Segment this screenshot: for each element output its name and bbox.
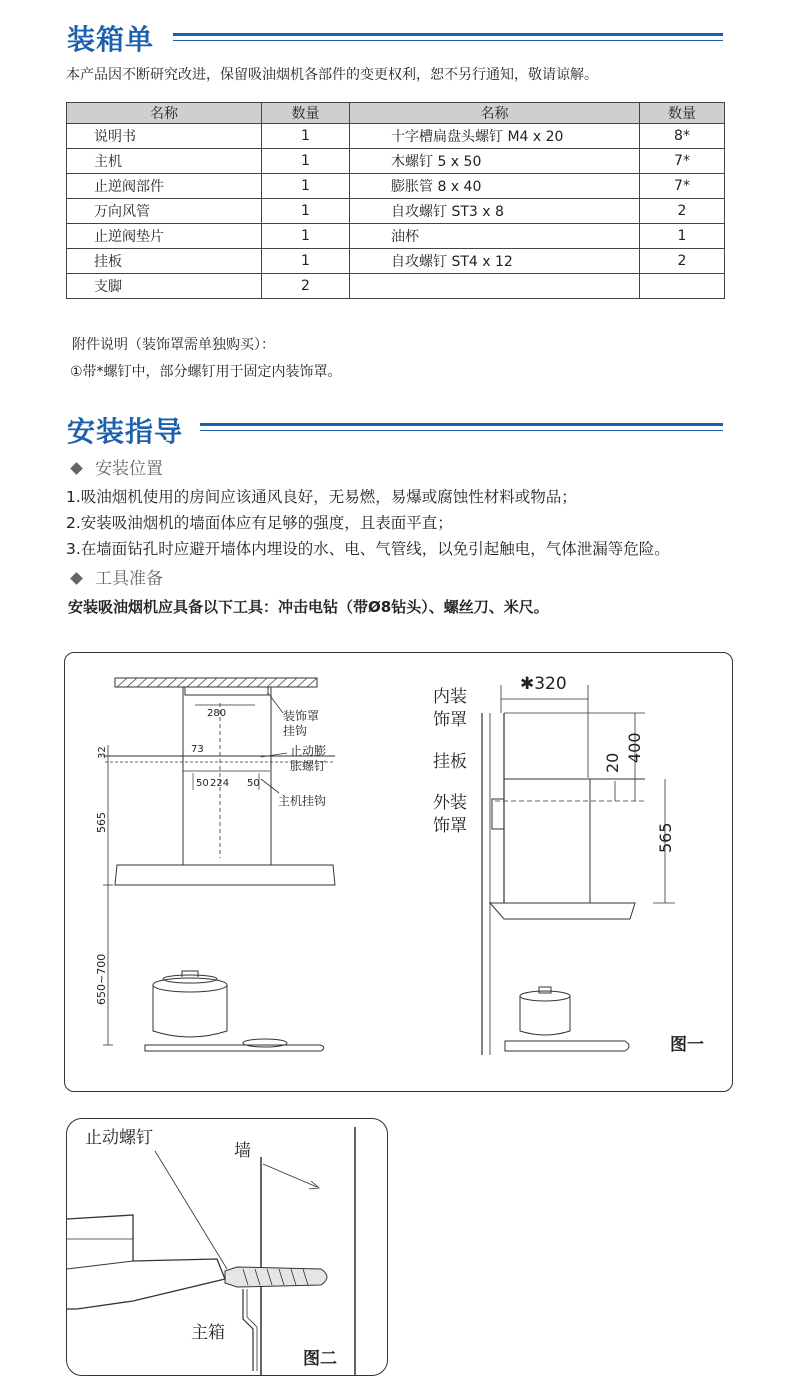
dim-565-side: 565 [656,822,675,853]
item-name: 万向风管 [67,199,262,224]
packing-notice: 本产品因不断研究改进，保留吸油烟机各部件的变更权利，恕不另行通知，敬请谅解。 [66,67,598,83]
table-row [67,249,725,274]
figure-2-drawing [67,1119,387,1375]
label-stop-screw-2: 胀螺钉 [290,759,327,773]
label-hook-2: 挂钩 [283,724,308,738]
dim-565-front: 565 [95,812,108,833]
item-qty-2: 1 [640,224,725,249]
table-row [67,124,725,149]
item-name-2: 自攻螺钉 ST4 x 12 [350,249,640,274]
hood-body [115,865,335,885]
header-name-1: 名称 [67,103,262,124]
accessory-note-line: ①带*螺钉中，部分螺钉用于固定内装饰罩。 [70,364,342,380]
item-name: 主机 [67,149,262,174]
item-name: 挂板 [67,249,262,274]
install-title-rule [200,423,723,431]
label-main-box: 主箱 [191,1323,225,1343]
item-name-2: 膨胀管 8 x 40 [350,174,640,199]
pot-icon [153,971,227,1037]
table-row [67,199,725,224]
dim-280: 280 [207,708,227,719]
item-qty: 1 [262,249,350,274]
item-qty-2 [640,274,725,299]
header-qty-1: 数量 [262,103,350,124]
figure-1-drawing [65,653,732,1091]
position-line-1: 1.吸油烟机使用的房间应该通风良好，无易燃，易爆或腐蚀性材料或物品； [66,488,577,506]
item-name-2: 十字槽扁盘头螺钉 M4 x 20 [350,124,640,149]
side-hood [490,903,635,919]
figure-1-caption: 图一 [670,1035,704,1055]
item-name-2: 自攻螺钉 ST3 x 8 [350,199,640,224]
item-qty: 1 [262,174,350,199]
item-name-2: 木螺钉 5 x 50 [350,149,640,174]
dim-320: ✱320 [520,674,567,694]
diamond-bullet-icon [70,572,83,585]
dim-20: 20 [603,752,622,773]
dim-224: 224 [210,778,230,789]
dim-50a: 50 [196,778,209,789]
tools-subtitle-text: 工具准备 [95,569,163,589]
figure-1-panel [64,652,733,1092]
main-box-edge [243,1289,253,1371]
item-qty-2: 8* [640,124,725,149]
packing-table [66,102,725,299]
label-outer-cover-2: 饰罩 [433,816,467,836]
stove-icon [145,1045,324,1051]
packing-title: 装箱单 [67,23,155,56]
dim-32: 32 [97,746,108,759]
table-row [67,149,725,174]
table-row [67,224,725,249]
header-qty-2: 数量 [640,103,725,124]
item-qty: 1 [262,149,350,174]
install-title: 安装指导 [67,415,184,448]
dim-650-700: 650~700 [95,953,108,1005]
tools-subtitle [66,564,163,589]
accessory-note-title: 附件说明（装饰罩需单独购买）： [72,337,275,353]
item-qty-2: 7* [640,149,725,174]
item-name: 说明书 [67,124,262,149]
label-outer-cover-1: 外装 [433,793,467,813]
table-header-row [67,103,725,124]
position-subtitle-text: 安装位置 [95,459,163,479]
item-qty: 1 [262,224,350,249]
item-name: 止逆阀垫片 [67,224,262,249]
item-qty-2: 7* [640,174,725,199]
screw-icon [225,1267,327,1287]
table-row [67,174,725,199]
diamond-bullet-icon [70,462,83,475]
top-bracket [185,687,268,695]
label-inner-cover-1: 内装 [433,687,467,707]
label-stop-screw: 止动螺钉 [85,1128,153,1148]
label-hook-1: 装饰罩 [283,709,320,723]
dim-50b: 50 [247,778,260,789]
ceiling [115,678,317,687]
label-wall: 墙 [234,1141,251,1161]
item-qty: 1 [262,199,350,224]
item-name: 支脚 [67,274,262,299]
label-inner-cover-2: 饰罩 [433,710,467,730]
item-name-2: 油杯 [350,224,640,249]
item-name-2 [350,274,640,299]
side-stove-icon [505,1041,629,1051]
dim-73: 73 [191,744,204,755]
dim-400: 400 [625,732,644,763]
hood-outline [67,1215,225,1309]
label-stop-screw-1: 止动膨 [290,744,327,758]
packing-title-rule [173,33,723,41]
outer-cover [504,779,590,903]
table-row [67,274,725,299]
position-line-3: 3.在墙面钻孔时应避开墙体内埋设的水、电、气管线，以免引起触电，气体泄漏等危险。 [66,540,670,558]
item-qty-2: 2 [640,199,725,224]
tools-line: 安装吸油烟机应具备以下工具：冲击电钻（带Ø8钻头）、螺丝刀、米尺。 [68,598,549,616]
item-qty: 2 [262,274,350,299]
item-qty-2: 2 [640,249,725,274]
position-line-2: 2.安装吸油烟机的墙面体应有足够的强度，且表面平直； [66,514,453,532]
side-pot-icon [520,987,570,1035]
header-name-2: 名称 [350,103,640,124]
figure-2-panel [66,1118,388,1376]
label-board: 挂板 [433,752,467,772]
item-qty: 1 [262,124,350,149]
figure-2-caption: 图二 [303,1349,337,1369]
item-name: 止逆阀部件 [67,174,262,199]
label-main-hook: 主机挂钩 [278,794,327,808]
position-subtitle [66,454,163,479]
